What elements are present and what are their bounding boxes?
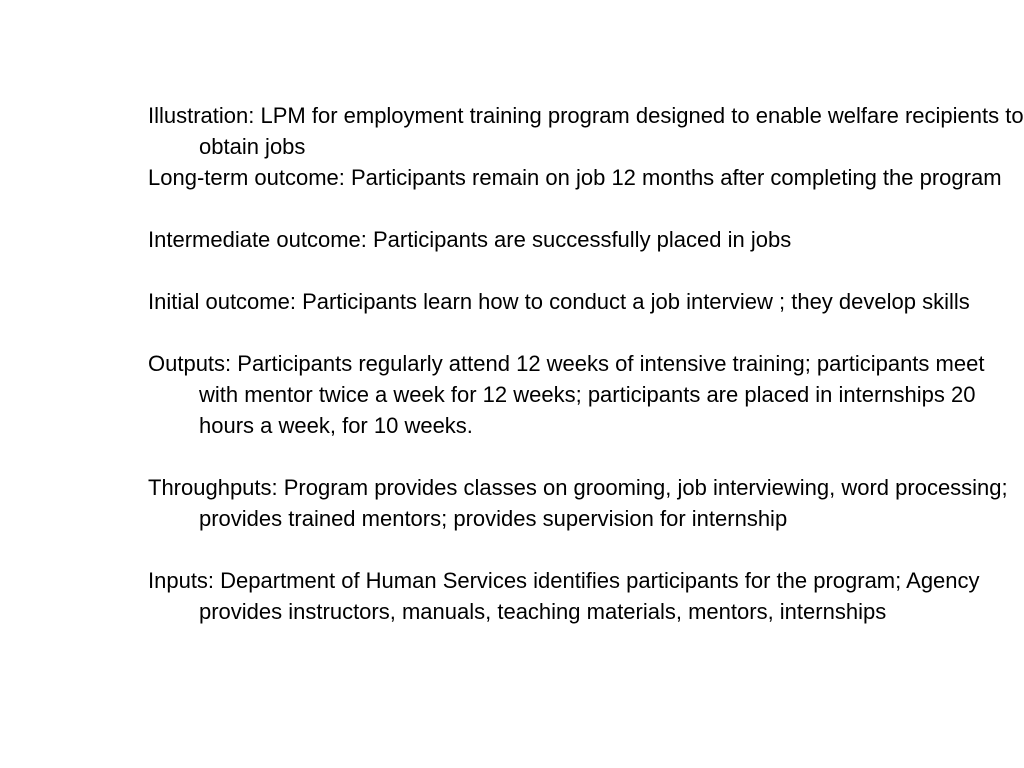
long-term-outcome-paragraph: Long-term outcome: Participants remain on job 12 months after completing the program [148,165,1002,190]
spacer [148,441,1024,472]
illustration-paragraph: Illustration: LPM for employment training program designed to enable welfare recipients to obtain jobs [148,103,1024,159]
initial-outcome-paragraph: Initial outcome: Participants learn how to conduct a job interview ; they develop skills [148,289,970,314]
slide-body [148,100,1024,627]
intermediate-outcome-paragraph: Intermediate outcome: Participants are successfully placed in jobs [148,227,792,252]
spacer [148,193,1024,224]
spacer [148,255,1024,286]
spacer [148,317,1024,348]
outputs-paragraph: Outputs: Participants regularly attend 12 weeks of intensive training; participants meet with mentor twice a week for 12 weeks; participants are placed in internships 20 hours a week, for 10 weeks. [148,351,985,438]
throughputs-paragraph: Throughputs: Program provides classes on grooming, job interviewing, word processing; provides trained mentors; provides supervision for internship [148,475,1008,531]
inputs-paragraph: Inputs: Department of Human Services identifies participants for the program; Agency provides instructors, manuals, teaching materials, mentors, internships [148,568,980,624]
spacer [148,534,1024,565]
